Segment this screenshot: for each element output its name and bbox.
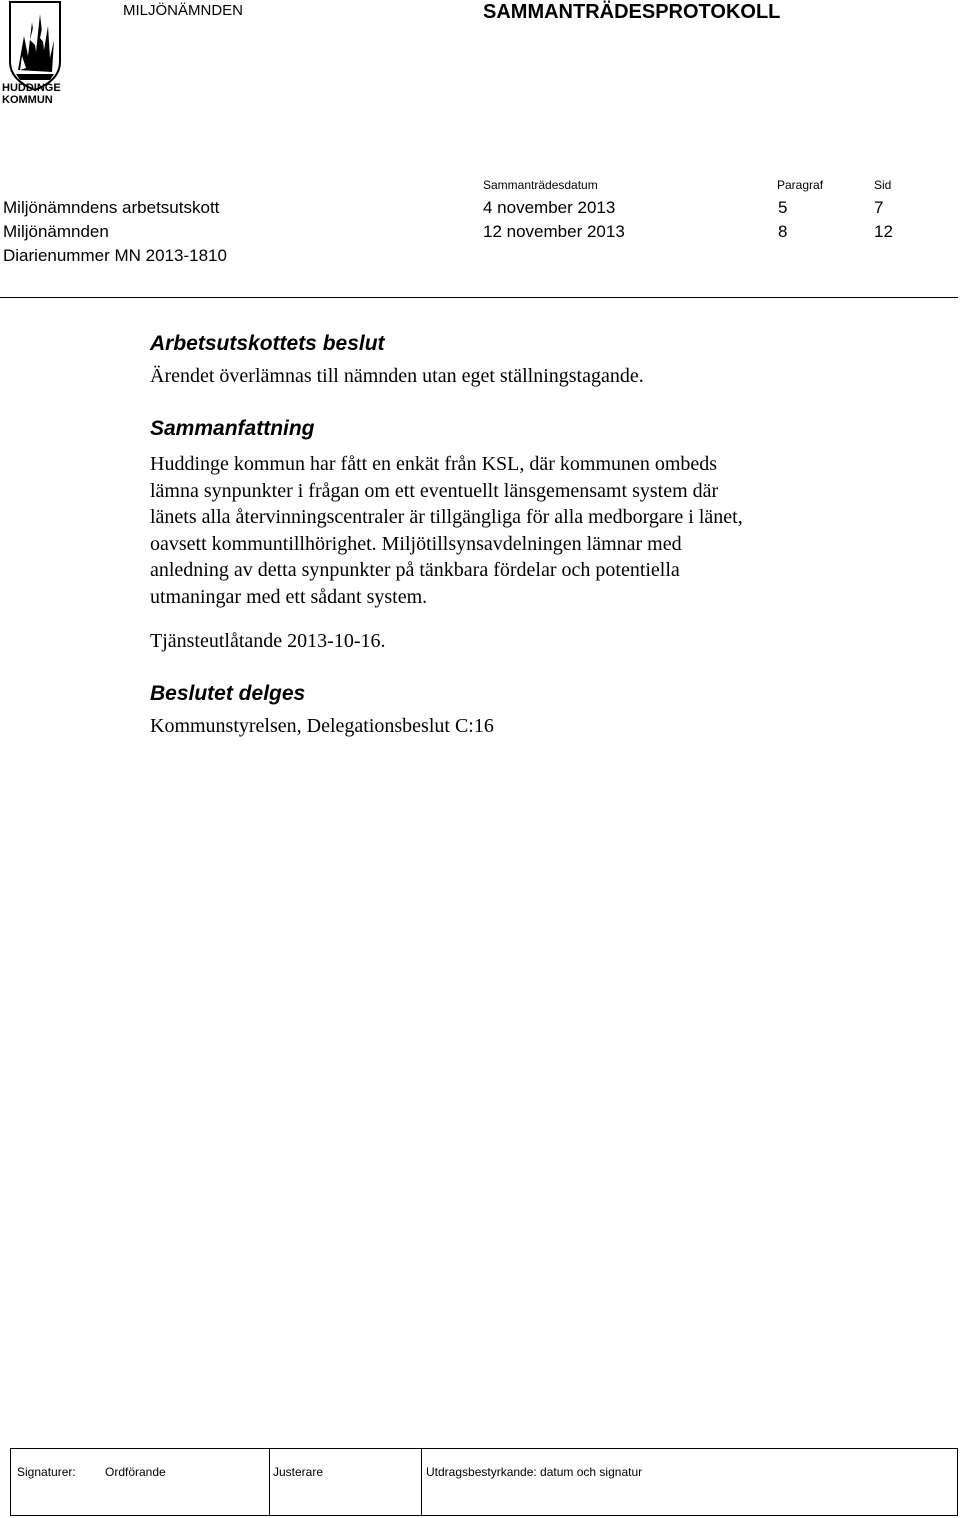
delivered-text: Kommunstyrelsen, Delegationsbeslut C:16 xyxy=(150,715,494,737)
summary-line: utmaningar med ett sådant system. xyxy=(150,585,428,608)
summary-paragraph xyxy=(150,451,930,611)
meeting-date: 12 november 2013 xyxy=(483,222,625,241)
huddinge-kommun-logo xyxy=(2,0,68,108)
summary-line: Huddinge kommun har fått en enkät från KSL, där kommunen ombeds xyxy=(150,453,718,475)
diary-number: Diarienummer MN 2013-1810 xyxy=(3,246,227,265)
decision-text: Ärendet överlämnas till nämnden utan eget ställningstagande. xyxy=(150,365,644,387)
signature-divider xyxy=(269,1449,270,1515)
signature-box xyxy=(10,1448,958,1516)
chair-signature-field: Ordförande xyxy=(105,1465,166,1479)
delivered-heading: Beslutet delges xyxy=(150,682,306,705)
column-header-paragraph: Paragraf xyxy=(777,178,824,192)
meeting-paragraph: 5 xyxy=(778,198,788,217)
summary-line: länets alla återvinningscentraler är tillgängliga för alla medborgare i länet, xyxy=(150,506,743,529)
signatures-label: Signaturer: xyxy=(17,1465,76,1479)
meeting-paragraph: 8 xyxy=(778,222,788,241)
logo-text-kommun: KOMMUN xyxy=(2,94,53,106)
reference-text: Tjänsteutlåtande 2013-10-16. xyxy=(150,630,386,652)
extract-certification-field: Utdragsbestyrkande: datum och signatur xyxy=(426,1465,643,1479)
meeting-page: 12 xyxy=(874,222,893,241)
decision-heading: Arbetsutskottets beslut xyxy=(150,332,385,355)
summary-heading: Sammanfattning xyxy=(150,417,315,440)
meeting-body: Miljönämnden xyxy=(3,222,109,241)
meeting-body: Miljönämndens arbetsutskott xyxy=(3,198,220,217)
meeting-page: 7 xyxy=(874,198,884,217)
signature-divider xyxy=(421,1449,422,1515)
summary-line: oavsett kommuntillhörighet. Miljötillsynsavdelningen lämnar med xyxy=(150,532,682,555)
summary-line: lämna synpunkter i frågan om ett eventuellt länsgemensamt system där xyxy=(150,479,719,502)
column-header-page: Sid xyxy=(874,178,892,192)
adjuster-signature-field: Justerare xyxy=(273,1465,324,1479)
logo-text-huddinge: HUDDINGE xyxy=(2,82,61,94)
header-divider xyxy=(0,297,958,298)
column-header-date: Sammanträdesdatum xyxy=(483,178,598,192)
meeting-date: 4 november 2013 xyxy=(483,198,616,217)
document-type: SAMMANTRÄDESPROTOKOLL xyxy=(483,1,781,23)
summary-line: anledning av detta synpunkter på tänkbara fördelar och potentiella xyxy=(150,559,680,582)
organization-name: MILJÖNÄMNDEN xyxy=(123,2,244,19)
